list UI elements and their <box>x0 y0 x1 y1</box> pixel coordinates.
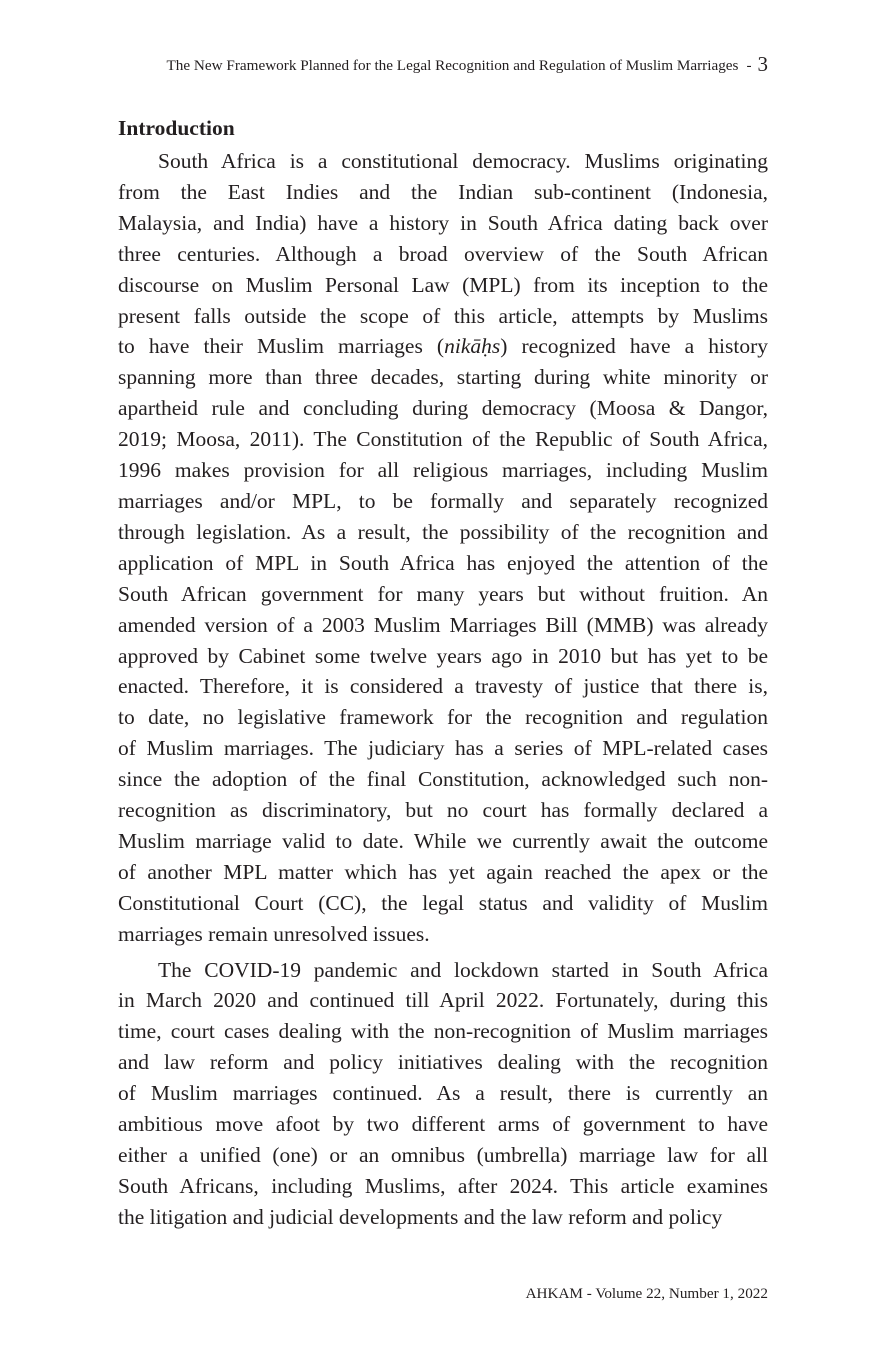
text-line: of another MPL matter which has yet again reached the apex or the <box>118 859 768 884</box>
main-content <box>118 114 768 1233</box>
header-separator: - <box>746 57 752 74</box>
text-line: time, court cases dealing with the non-recognition of Muslim marriages <box>118 1019 768 1044</box>
text-line: Muslim marriage valid to date. While we currently await the outcome <box>118 828 768 853</box>
text-line: The COVID-19 pandemic and lockdown started in South Africa <box>158 957 768 982</box>
paragraph-1 <box>118 146 768 950</box>
text-line: 1996 makes provision for all religious marriages, including Muslim <box>118 458 768 483</box>
text-line: present falls outside the scope of this article, attempts by Muslims <box>118 303 768 328</box>
running-footer: AHKAM - Volume 22, Number 1, 2022 <box>525 1285 768 1302</box>
text-line: in March 2020 and continued till April 2022. Fortunately, during this <box>118 988 768 1013</box>
text-line: the litigation and judicial developments and the law reform and policy <box>118 1204 723 1229</box>
text-line: Malaysia, and India) have a history in South Africa dating back over <box>118 210 768 235</box>
running-title: The New Framework Planned for the Legal Recognition and Regulation of Muslim Marriages <box>166 57 739 74</box>
page-number: 3 <box>757 52 768 76</box>
text-line: discourse on Muslim Personal Law (MPL) from its inception to the <box>118 272 768 297</box>
text-line: amended version of a 2003 Muslim Marriages Bill (MMB) was already <box>118 612 768 637</box>
text-line: spanning more than three decades, starting during white minority or <box>118 365 768 390</box>
running-header <box>118 53 768 77</box>
text-line: ambitious move afoot by two different arms of government to have <box>118 1112 768 1137</box>
text-line: of Muslim marriages. The judiciary has a series of MPL-related cases <box>118 736 768 761</box>
text-line: application of MPL in South Africa has enjoyed the attention of the <box>118 550 768 575</box>
text-line: South Africans, including Muslims, after 2024. This article examines <box>118 1173 768 1198</box>
text-line: of Muslim marriages continued. As a result, there is currently an <box>118 1081 768 1106</box>
text-line: marriages and/or MPL, to be formally and separately recognized <box>118 488 768 513</box>
text-line: since the adoption of the final Constitution, acknowledged such non- <box>118 767 768 792</box>
text-line: and law reform and policy initiatives dealing with the recognition <box>118 1050 768 1075</box>
text-line: apartheid rule and concluding during democracy (Moosa & Dangor, <box>118 396 768 421</box>
text-line: to date, no legislative framework for the recognition and regulation <box>118 705 768 730</box>
text-line: from the East Indies and the Indian sub-continent (Indonesia, <box>118 179 768 204</box>
text-line: through legislation. As a result, the possibility of the recognition and <box>118 519 768 544</box>
text-line: enacted. Therefore, it is considered a travesty of justice that there is, <box>118 674 768 699</box>
text-line: recognition as discriminatory, but no court has formally declared a <box>118 798 768 823</box>
text-line: three centuries. Although a broad overview of the South African <box>118 241 768 266</box>
text-line: approved by Cabinet some twelve years ago in 2010 but has yet to be <box>118 643 768 668</box>
text-line: 2019; Moosa, 2011). The Constitution of the Republic of South Africa, <box>118 427 768 452</box>
paragraph-2 <box>118 955 768 1233</box>
text-line: Constitutional Court (CC), the legal status and validity of Muslim <box>118 890 768 915</box>
text-line: South African government for many years but without fruition. An <box>118 581 768 606</box>
text-line: marriages remain unresolved issues. <box>118 921 430 946</box>
text-line: either a unified (one) or an omnibus (umbrella) marriage law for all <box>118 1143 768 1167</box>
text-line: to have their Muslim marriages (nikāḥs) recognized have a history <box>118 334 768 359</box>
text-line: South Africa is a constitutional democracy. Muslims originating <box>158 149 768 173</box>
section-heading: Introduction <box>118 116 235 140</box>
